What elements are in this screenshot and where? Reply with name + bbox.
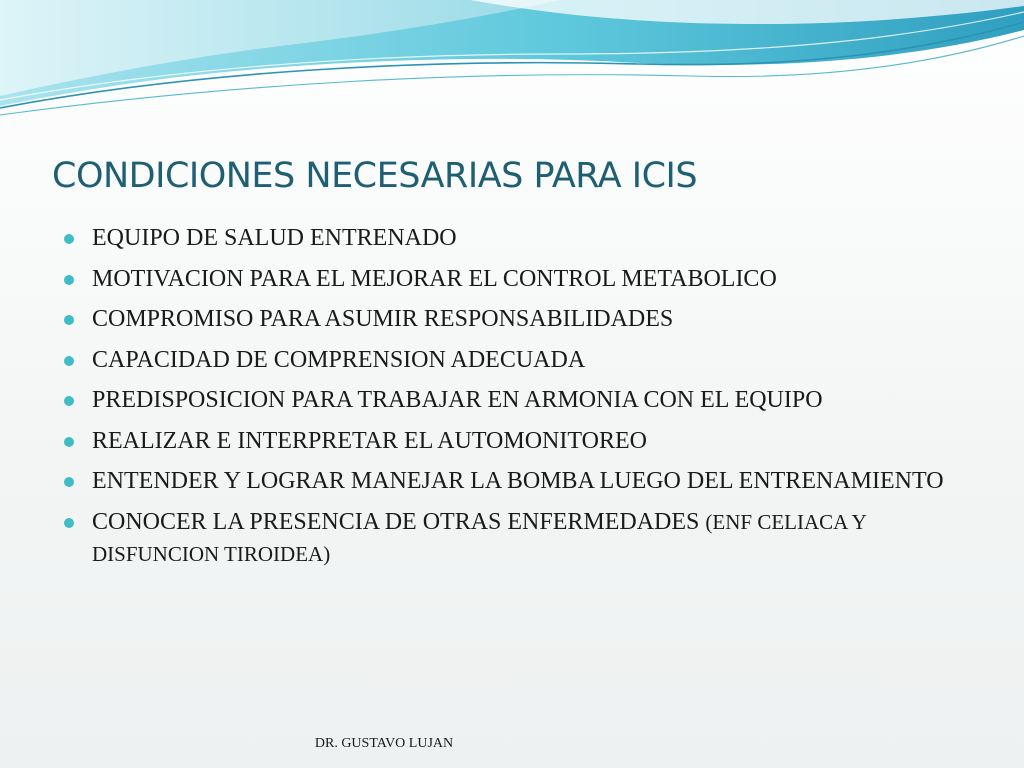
bullet-icon <box>64 275 74 285</box>
bullet-list <box>62 222 982 578</box>
bullet-text: CAPACIDAD DE COMPRENSION ADECUADA <box>92 346 586 373</box>
bullet-icon <box>64 234 74 244</box>
bullet-text: CONOCER LA PRESENCIA DE OTRAS ENFERMEDADES <box>92 508 706 535</box>
list-item <box>62 465 982 497</box>
bullet-text: PREDISPOSICION PARA TRABAJAR EN ARMONIA CON EL EQUIPO <box>92 387 823 413</box>
bullet-text: REALIZAR E INTERPRETAR EL AUTOMONITOREO <box>92 427 647 454</box>
bullet-icon <box>64 518 74 528</box>
list-item <box>62 263 982 295</box>
bullet-text: COMPROMISO PARA ASUMIR RESPONSABILIDADES <box>92 306 674 332</box>
list-item <box>62 222 982 254</box>
list-item <box>62 344 982 376</box>
slide-title: CONDICIONES NECESARIAS PARA ICIS <box>52 156 698 196</box>
list-item <box>62 506 982 570</box>
author-footer: DR. GUSTAVO LUJAN <box>314 736 454 751</box>
bullet-icon <box>64 315 74 325</box>
bullet-note: (ENF CELIACA Y DISFUNCION TIROIDEA) <box>92 509 867 566</box>
bullet-icon <box>64 356 74 366</box>
list-item <box>62 425 982 457</box>
bullet-text: MOTIVACION PARA EL MEJORAR EL CONTROL METABOLICO <box>92 265 777 292</box>
bullet-text: ENTENDER Y LOGRAR MANEJAR LA BOMBA LUEGO DEL ENTRENAMIENTO <box>92 468 944 494</box>
bullet-icon <box>64 396 74 406</box>
decorative-wave-banner <box>0 0 1024 130</box>
bullet-icon <box>64 477 74 487</box>
list-item <box>62 384 982 416</box>
bullet-text: EQUIPO DE SALUD ENTRENADO <box>92 225 457 251</box>
bullet-icon <box>64 437 74 447</box>
list-item <box>62 303 982 335</box>
